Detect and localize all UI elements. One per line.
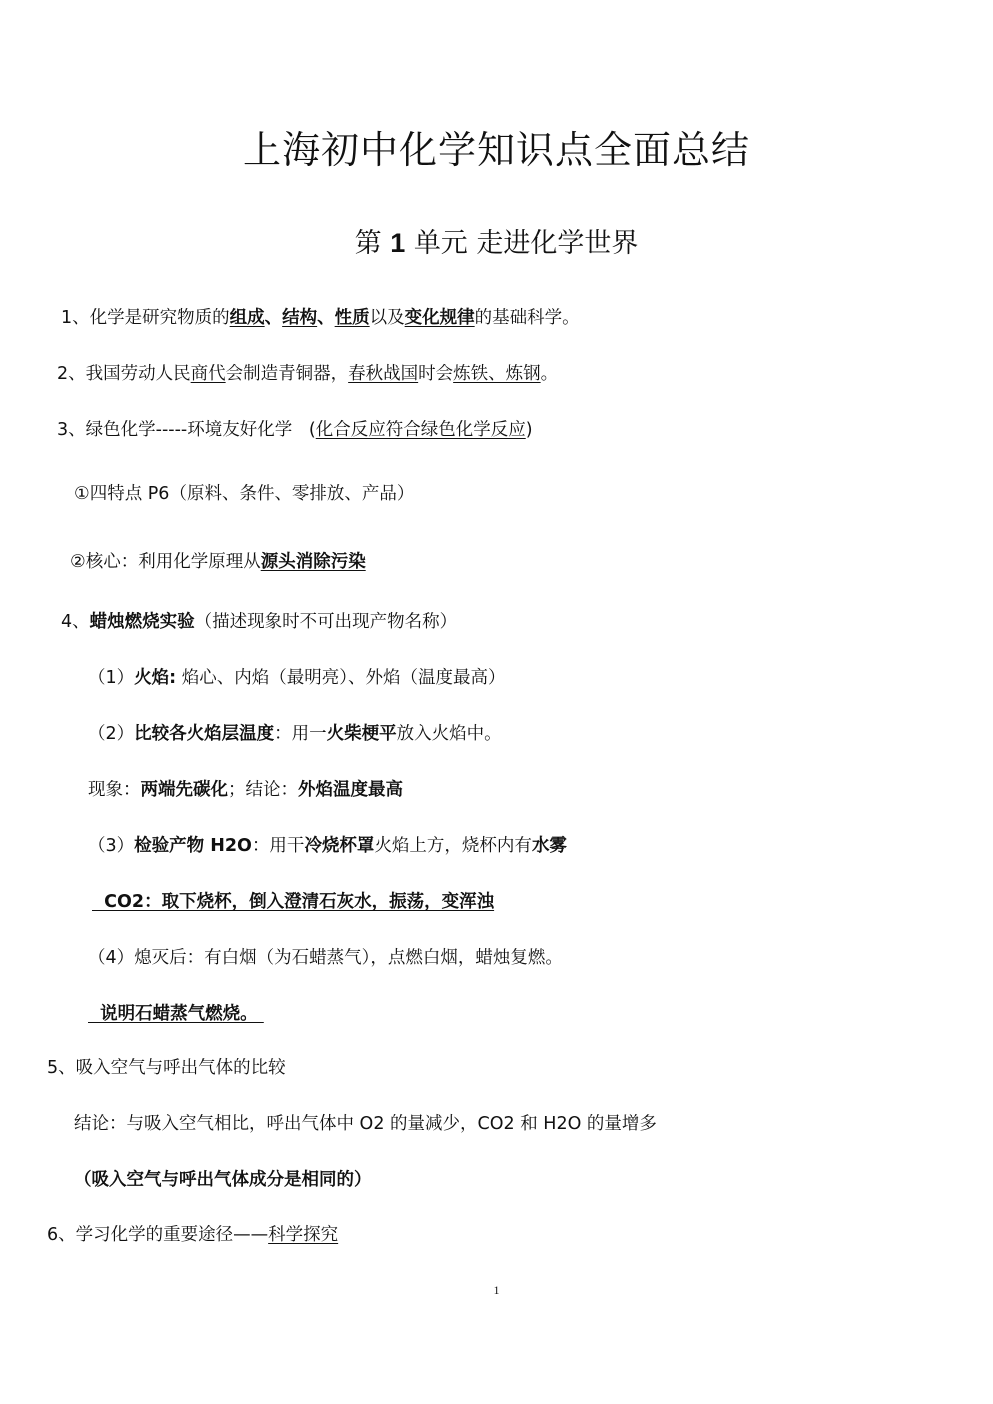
term-spring-autumn: 春秋战国 xyxy=(348,364,419,384)
text: （3） xyxy=(88,836,135,856)
point-3-sub-1 xyxy=(74,480,414,508)
term-compare-temperature: 比较各火焰层温度 xyxy=(134,724,275,744)
point-4-phenomenon xyxy=(88,776,403,804)
text: 结论：与吸入空气相比，呼出气体中 O2 的量减少，CO2 和 H2O 的量增多 xyxy=(74,1114,657,1134)
text: ) xyxy=(525,420,533,440)
text: （1） xyxy=(88,668,135,688)
text: 时会 xyxy=(418,364,454,384)
unit-prefix: 第 xyxy=(354,228,382,259)
point-3-sub-2 xyxy=(70,548,366,576)
text: 3、绿色化学-----环境友好化学 ( xyxy=(57,420,316,440)
text: ：用一 xyxy=(274,724,327,744)
point-1 xyxy=(61,304,580,332)
unit-number: 1 xyxy=(390,228,406,258)
text: ①四特点 P6（原料、条件、零排放、产品） xyxy=(74,484,415,504)
text: ；结论： xyxy=(228,780,298,800)
term-paraffin-burns: 说明石蜡蒸气燃烧。 xyxy=(88,1004,264,1024)
text: 4、 xyxy=(61,612,90,632)
term-outer-flame-hottest: 外焰温度最高 xyxy=(298,780,403,800)
text: 现象： xyxy=(88,780,141,800)
term-cold-beaker: 冷烧杯罩 xyxy=(304,836,375,856)
point-5-conclusion xyxy=(74,1110,657,1138)
term-source-pollution: 源头消除污染 xyxy=(260,552,366,572)
point-4-sub-2 xyxy=(88,720,502,748)
point-5 xyxy=(47,1054,286,1082)
term-structure: 结构 xyxy=(282,308,318,328)
text: 、 xyxy=(317,308,335,328)
unit-suffix: 单元 走进化学世界 xyxy=(413,228,639,259)
text: （4）熄灭后：有白烟（为石蜡蒸气），点燃白烟，蜡烛复燃。 xyxy=(88,948,563,968)
term-water-mist: 水雾 xyxy=(531,836,567,856)
point-4-conclusion xyxy=(88,1000,264,1028)
term-property: 性质 xyxy=(334,308,370,328)
text: 、 xyxy=(264,308,283,328)
term-shang-dynasty: 商代 xyxy=(190,364,226,384)
point-4-sub-4 xyxy=(88,944,563,972)
text: 以及 xyxy=(369,308,405,328)
term-carbonize: 两端先碳化 xyxy=(140,780,228,800)
term-candle-experiment: 蜡烛燃烧实验 xyxy=(89,612,195,632)
text: 2、我国劳动人民 xyxy=(57,364,191,384)
term-iron-steel: 炼铁、炼钢 xyxy=(453,364,541,384)
term-combination-reaction: 化合反应符合绿色化学反应 xyxy=(315,420,526,440)
text: （描述现象时不可出现产物名称） xyxy=(194,612,458,632)
page-number: 1 xyxy=(493,1283,500,1297)
point-4 xyxy=(61,608,457,636)
point-2 xyxy=(57,360,558,388)
text: 会制造青铜器， xyxy=(225,364,349,384)
point-3 xyxy=(57,416,533,444)
term-test-co2: CO2：取下烧杯，倒入澄清石灰水，振荡，变浑浊 xyxy=(92,892,495,912)
term-composition: 组成 xyxy=(229,308,265,328)
term-test-h2o: 检验产物 H2O xyxy=(134,836,252,856)
term-matchstick: 火柴梗平 xyxy=(326,724,397,744)
text: 。 xyxy=(540,364,559,384)
text: ：用干 xyxy=(251,836,305,856)
point-5-note xyxy=(74,1166,372,1194)
term-flame: 火焰: xyxy=(134,668,177,688)
text: 放入火焰中。 xyxy=(396,724,502,744)
unit-heading xyxy=(0,221,993,266)
point-4-co2 xyxy=(92,888,494,916)
text: 6、学习化学的重要途径—— xyxy=(47,1225,269,1245)
document-title: 上海初中化学知识点全面总结 xyxy=(242,128,750,172)
point-6 xyxy=(47,1221,338,1249)
text: 焰心、内焰（最明亮）、外焰（温度最高） xyxy=(176,668,506,688)
text: 1、化学是研究物质的 xyxy=(61,308,230,328)
term-scientific-inquiry: 科学探究 xyxy=(268,1225,339,1245)
text: 5、吸入空气与呼出气体的比较 xyxy=(47,1058,286,1078)
text: （吸入空气与呼出气体成分是相同的） xyxy=(74,1170,372,1190)
point-4-sub-3 xyxy=(88,832,567,860)
text: 的基础科学。 xyxy=(474,308,580,328)
text: ②核心：利用化学原理从 xyxy=(70,552,261,572)
text: （2） xyxy=(88,724,135,744)
text: 火焰上方，烧杯内有 xyxy=(374,836,532,856)
point-4-sub-1 xyxy=(88,664,505,692)
term-change-law: 变化规律 xyxy=(404,308,475,328)
